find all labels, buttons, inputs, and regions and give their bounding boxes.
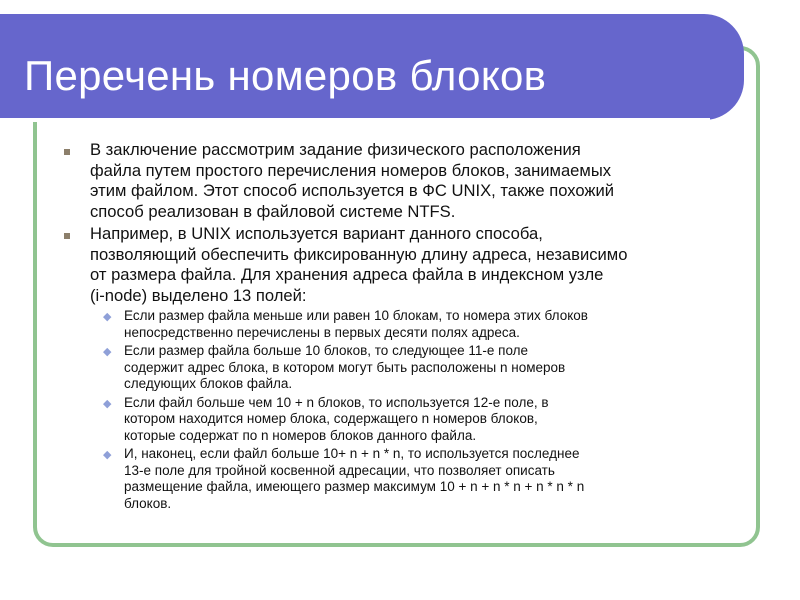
title-underline: [0, 118, 710, 122]
bullet-paragraph-2: [56, 224, 746, 306]
text-line: которые содержат по n номеров блоков данного файла.: [124, 427, 477, 443]
sub-bullet-item-1: [56, 308, 746, 341]
text-line: файла путем простого перечисления номеров блоков, занимаемых: [90, 160, 612, 180]
diamond-bullet-icon: ◆: [103, 397, 112, 410]
text-line: И, наконец, если файл больше 10+ n + n * n, то используется последнее: [124, 446, 580, 461]
text-line: (i-node) выделено 13 полей:: [90, 285, 307, 305]
sub-bullet-item-4: [56, 446, 746, 512]
diamond-bullet-icon: ◆: [103, 346, 112, 358]
text-line: В заключение рассмотрим задание физического расположения: [90, 140, 581, 159]
text-line: размещение файла, имеющего размер максимум 10 + n + n * n + n * n * n: [124, 479, 585, 494]
text-line: следующих блоков файла.: [124, 376, 293, 391]
diamond-bullet-icon: ◆: [103, 311, 112, 323]
sub-bullet-item-3: [56, 395, 746, 445]
square-bullet-icon: [64, 149, 70, 155]
text-line: Если файл больше чем 10 + n блоков, то используется 12-е поле, в: [124, 394, 549, 410]
text-line: от размера файла. Для хранения адреса файла в индексном узле: [90, 265, 604, 284]
title-bar: [0, 14, 744, 120]
text-line: позволяющий обеспечить фиксированную длину адреса, независимо: [90, 244, 628, 264]
text-line: котором находится номер блока, содержащего n номеров блоков,: [124, 411, 538, 426]
text-line: Например, в UNIX используется вариант данного способа,: [90, 224, 543, 243]
sub-bullet-item-2: [56, 343, 746, 393]
slide-title: Перечень номеров блоков: [24, 52, 547, 99]
slide-content: [56, 140, 746, 514]
text-line: блоков.: [124, 495, 172, 511]
text-line: способ реализован в файловой системе NTFS.: [90, 201, 456, 221]
text-line: содержит адрес блока, в котором могут быть расположены n номеров: [124, 359, 566, 375]
diamond-bullet-icon: ◆: [103, 449, 112, 461]
bullet-paragraph-1: [56, 140, 746, 222]
square-bullet-icon: [64, 233, 70, 239]
text-line: этим файлом. Этот способ используется в ФС UNIX, также похожий: [90, 181, 615, 200]
text-line: 13-е поле для тройной косвенной адресации, что позволяет описать: [124, 462, 555, 478]
text-line: Если размер файла меньше или равен 10 блокам, то номера этих блоков: [124, 308, 588, 323]
text-line: Если размер файла больше 10 блоков, то следующее 11-е поле: [124, 343, 529, 358]
text-line: непосредственно перечислены в первых десяти полях адреса.: [124, 324, 520, 340]
